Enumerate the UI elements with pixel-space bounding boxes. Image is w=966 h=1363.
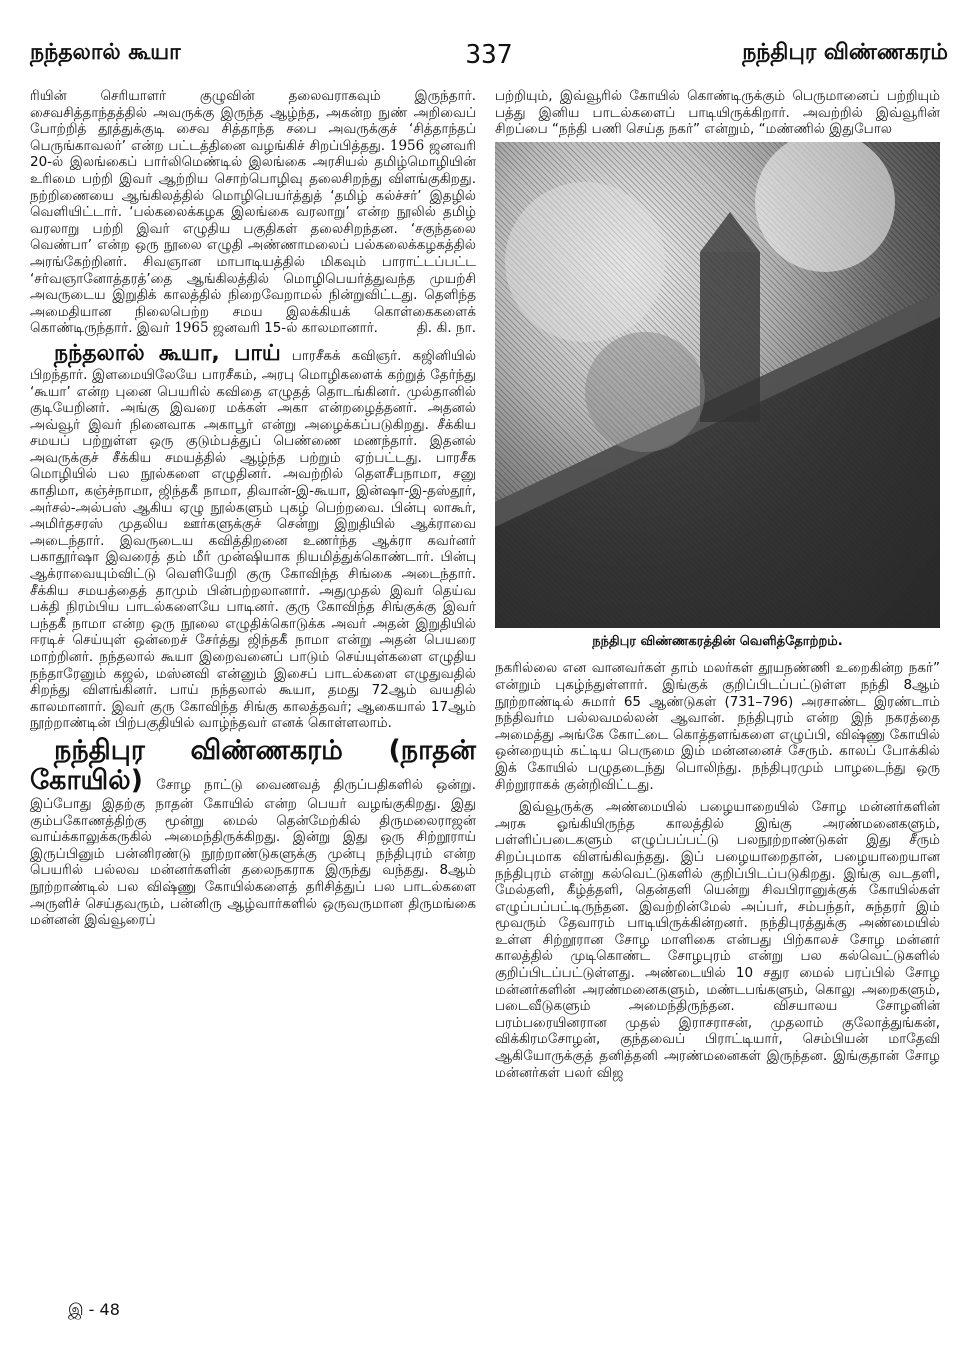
author-signoff: தி. கி. நா. [416,320,476,337]
running-head-left: நந்தலால் கூயா [30,40,181,65]
year-text: 1956 [389,137,425,154]
age-text: 72ஆம் [371,682,417,699]
paragraph-text: ஜனவரி 20-ல் இலங்கைப் பார்லிமெண்டில் இலங்கை அரசியல் தமிழ்மொழியின் உரிமை பற்றி இவர் ஆற்றிய சொற்பொழிவு தலைசிறந்து விளங்குகிறது. நற்றிணையை ஆங்கிலத்தில் மொழிபெயர்த்துத் ‘தமிழ் கல்ச்சர்’ இதழில் வெளியிட்டார். ‘பல்கலைக்கழக இலங்கை வரலாறு’ என்ற நூலில் தமிழ் வரலாறு பற்றி இவர் எழுதிய பகுதிகள் தலைசிறந்தன. ‘சகுந்தலை வெண்பா’ என்ற ஒரு நூலை எழுதி அண்ணாமலைப் பல்கலைக்கழகத்தில் அரங்கேற்றினர். சிவஞான மாபாடியத்தில் மிகவும் பாராட்டப்பட்ட ‘சர்வஞானோத்தரத்’தை ஆங்கிலத்தில் மொழிபெயர்த்துவந்த முயற்சி அவருடைய இறுதிக் காலத்தில் நிறைவேறாமல் நின்றுவிட்டது. தெளிந்த அமைதியான நிலைபெற்ற சமய இலக்கியக் கொள்கைகளைக் கொண்டிருந்தார். இவர் [30,137,476,337]
century-text: 17ஆம் [430,698,477,715]
left-column [30,88,476,929]
entry-paragraph [30,736,476,929]
photo-caption: நந்திபுர விண்ணகரத்தின் வெளித்தோற்றம். [592,633,843,649]
entry-subtitle: பாரசீகக் கவிஞர். [291,347,402,364]
entry-title: நந்தலால் கூயா, பாய் [54,340,281,366]
sheet-mark: இ - 48 [68,1300,120,1319]
paragraph-text: ரியின் செரியாளர் குழுவின் தலைவராகவும் இருந்தார். சைவசித்தாந்தத்தில் அவருக்கு இருந்த ஆழ்ந்த, அகன்ற நுண் அறிவைப் போற்றித் தூத்துக்குடி சைவ சித்தாந்த சபை அவருக்குச் ‘சித்தாந்தப் பெருங்காவலர்’ என்ற பட்டத்தினை வழங்கிச் சிறப்பித்தது. [30,88,476,154]
entry-paragraph [30,341,476,732]
running-head-right: நந்திபுர விண்ணகரம் [742,40,948,65]
page-header [30,40,948,80]
article-paragraph: நகரில்லை என வானவர்கள் தாம் மலர்கள் தூயநண்ணி உறைகின்ற நகர்” என்றும் புகழ்ந்துள்ளார். இங்குக் குறிப்பிடப்பட்டுள்ள நந்தி 8ஆம் நூற்றாண்டில் சுமார் 65 ஆண்டுகள் (731–796) அரசாண்ட இரண்டாம் நந்திவர்ம பல்லவமல்லன் ஆவான். நந்திபுரம் என்ற இந் நகரத்தை அமைத்து அங்கே கோட்டை கொத்தளங்களை எழுப்பி, விஷ்ணு கோயில் ஒன்றையும் கட்டிய பெருமை இம் மன்னனைச் சேரும். காலப் போக்கில் இக் கோயில் பழுதடைந்து பொலிந்து. நந்திபுரமும் பாழடைந்து ஒரு சிற்றூராகக் குன்றிவிட்டது. [495,660,940,793]
paragraph-text: கஜினியில் பிறந்தார். இளமையிலேயே பாரசீகம், அரபு மொழிகளைக் கற்றுத் தேர்ந்து ‘கூயா’ என்ற புனை பெயரில் கவிதை எழுதத் தொடங்கினர். முல்தானில் குடியேறினர். அங்கு இவரை மக்கள் அகா என்றழைத்தனர். அதனல் அவ்வூர் இவர் நினைவாக அகாபூர் என்று அழைக்கப்படுகிறது. சீக்கிய சமயப் பற்றுள்ள ஒரு குடும்பத்துப் பெண்ணை மணந்தார். இதனல் அவருக்குச் சீக்கிய சமயத்தில் ஆழ்ந்த பற்றும் ஏற்பட்டது. பாரசீக மொழியில் பல நூல்களை எழுதினர். அவற்றில் தௌசீபநாமா, சனு காதிமா, கஞ்ச்நாமா, ஜிந்தகீ நாமா, திவான்-இ-கூயா, இன்ஷா-இ-தஸ்தூர், அர்சல்-அல்பஸ் ஆகிய ஏழு நூல்களும் புகழ் பெற்றவை. பின்பு லாகூர், அமிர்தசரஸ் முதலிய ஊர்களுக்குச் சென்று இறுதியில் ஆக்ராவை அடைந்தார். இவருடைய கவித்திறனை உணர்ந்த ஆக்ரா கவர்னர் பகாதூர்ஷா இவரைத் தம் மீர் முன்ஷியாக நியமித்துக்கொண்டார். பின்பு ஆக்ராவையும்விட்டு வெளியேறி குரு கோவிந்த சிங்கை அடைந்தார். சீக்கிய சமயத்தைத் தாமும் பின்பற்றலானார். அதுமுதல் இவர் தெய்வ பக்தி நிரம்பிய பாடல்களையே பாடினர். குரு கோவிந்த சிங்குக்கு இவர் பந்தகீ நாமா என்ற ஒரு நூலை எழுதிக்கொடுக்க அவர் அதன் இறுதியில் ஈரடிச் செய்யுள் ஒன்றைச் சேர்த்து ஜிந்தகீ நாமா என்று அதன் பெயரை மாற்றினர். நந்தலால் கூயா இறைவனைப் பாடும் செய்யுள்களை எழுதிய நந்தாரேனும் கஜல், மஸ்னவி என்னும் இசைப் பாடல்களை எழுதுவதில் சிறந்து விளங்கினர். பாய் நந்தலால் கூயா, தமது [30,347,477,699]
paragraph-text: வயதில் காலமானார். இவர் குரு கோவிந்த சிங்கு காலத்தவர்; ஆகையால் [30,682,476,715]
paragraph-text: நூற்றாண்டின் பிற்பகுதியில் வாழ்ந்தவர் எனக் கொள்ளலாம். [30,715,392,732]
entry-title: நந்திபுர விண்ணகரம் (நாதன் கோயில்) [30,734,476,796]
article-paragraph: பற்றியும், இவ்வூரில் கோயில் கொண்டிருக்கும் பெருமானைப் பற்றியும் பத்து இனிய பாடல்களைப் பாடியிருக்கிறார். அவற்றில் இவ்வூரின் சிறப்பை “நந்தி பணி செய்த நகர்” என்றும், “மண்ணில் இதுபோல [495,88,940,138]
article-paragraph [30,88,476,337]
temple-photo-icon [495,142,940,628]
paragraph-text: ஜனவரி 15-ல் காலமானார். [212,320,378,337]
right-column [495,88,940,1081]
article-paragraph: இவ்வூருக்கு அண்மையில் பழையாறையில் சோழ மன்னர்களின் அரசு ஓங்கியிருந்த காலத்தில் இங்கு அரண்மனைகளும், பள்ளிப்படைகளும் எழுப்பப்பட்டு பலநூற்றாண்டுகள் இது சீரும் சிறப்புமாக விளங்கிவந்தது. இப் பழையாறைதான், பழையாறையான நந்திபுரம் என்று கல்வெட்டுகளில் குறிப்பிடப்படுகிறது. இங்கு வடதளி, மேல்தளி, கீழ்த்தளி, தென்தளி யென்று சிவபிரானுக்குக் கோயில்கள் எழுப்பப்பட்டிருந்தன. இவற்றின்மேல் அப்பர், சம்பந்தர், சுந்தரர் இம் மூவரும் தேவாரம் பாடியிருக்கின்றனர். நந்திபுரத்துக்கு அண்மையில் உள்ள சிற்றூரான சோழ மாளிகை என்பது பிற்காலச் சோழ மன்னர் காலத்தில் முடிகொண்ட சோழபுரம் என்று பல கல்வெட்டுகளில் குறிப்பிடப்பட்டுள்ளது. அண்டையில் 10 சதுர மைல் பரப்பில் சோழ மன்னர்களின் அரண்மனைகளும், மண்டபங்களும், கொலு அறைகளும், படைவீடுகளும் அமைந்திருந்தன. விசயாலய சோழனின் பரம்பரையினரான முதல் இராசராசன், முதலாம் குலோத்துங்கன், விக்கிரமசோழன், குந்தவைப் பிராட்டியார், செம்பியன் மாதேவி ஆகியோருக்குத் தனித்தனி அரண்மனைகள் இருந்தன. இங்குதான் சோழ மன்னர்கள் பலர் விஜ [495,799,940,1081]
paragraph-text: சோழ நாட்டு வைணவத் திருப்பதிகளில் ஒன்று. இப்போது இதற்கு நாதன் கோயில் என்ற பெயர் வழங்குகிறது. இது கும்பகோணத்திற்கு மூன்று மைல் தென்மேற்கில் திருமலைராஜன் வாய்க்காலுக்கருகில் அமைந்திருக்கிறது. இன்று இது ஒரு சிற்றூராய் இருப்பினும் பன்னிரண்டு நூற்றாண்டுகளுக்கு முன்பு நந்திபுரம் என்ற பெயரில் பல்லவ மன்னர்களின் தலைநகராக இருந்து வந்தது. 8ஆம் நூற்றாண்டில் பல விஷ்ணு கோயில்களைத் தரிசித்துப் பல பாடல்களை அருளிச் செய்தவரும், பன்னிரு ஆழ்வார்களில் ஒருவருமான திருமங்கை மன்னன் இவ்வூரைப் [30,776,476,929]
temple-photo [495,142,940,628]
page-number: 337 [465,40,513,70]
year-text: 1965 [174,320,209,337]
